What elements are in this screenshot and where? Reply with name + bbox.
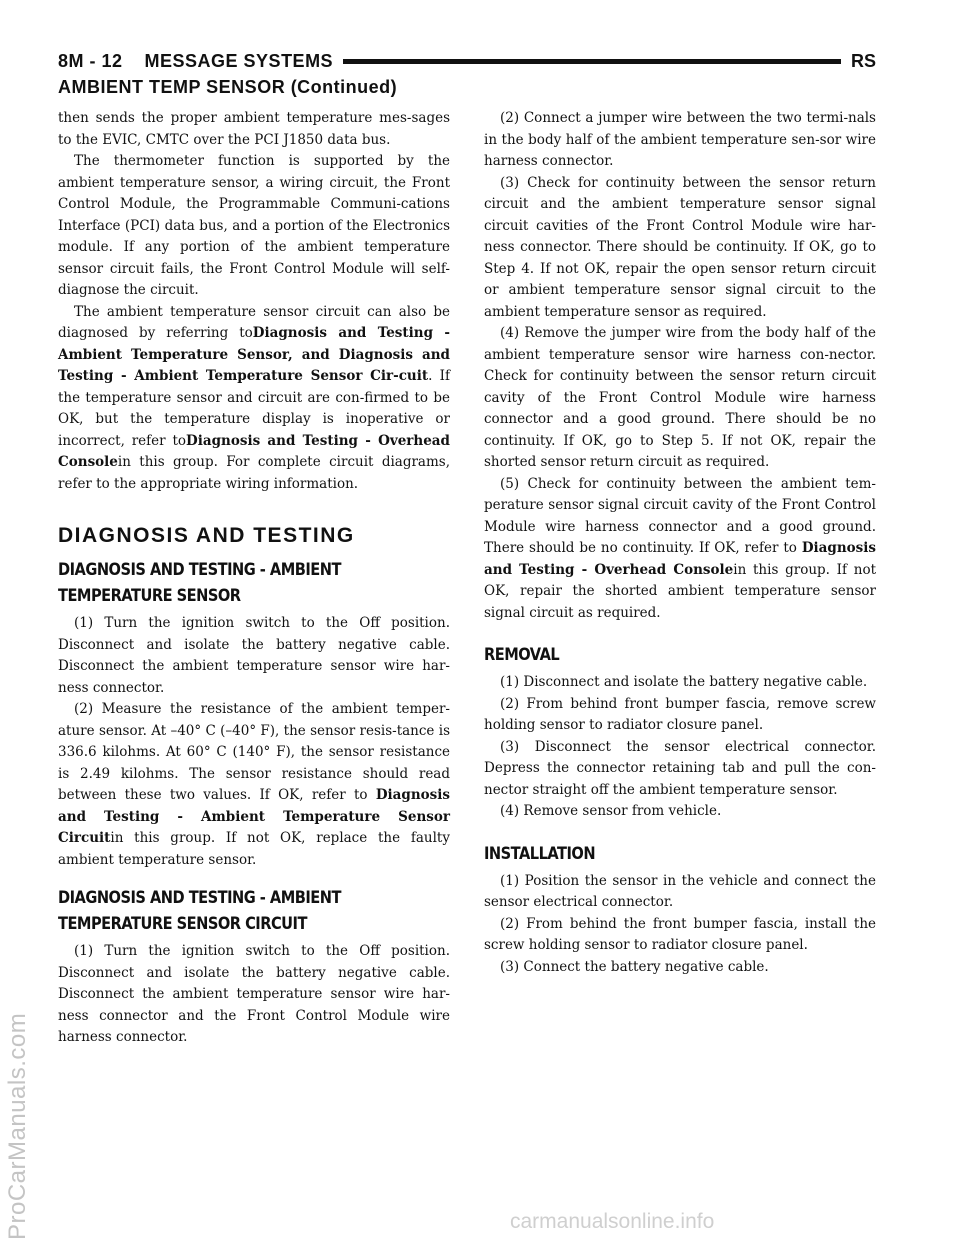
step — [484, 474, 876, 625]
header-code: RS — [841, 50, 876, 72]
subsection-heading: DIAGNOSIS AND TESTING - AMBIENT TEMPERATURE SENSOR — [58, 560, 341, 606]
side-watermark: ProCarManuals.com — [4, 1012, 31, 1240]
text-run: in this group. If not OK, replace the faulty ambient temperature sensor. — [58, 830, 450, 868]
step: (1) Turn the ignition switch to the Off position. Disconnect and isolate the battery negative cable. Disconnect the ambient temperature sensor wire har-ness connector. — [58, 615, 450, 696]
step: (3) Disconnect the sensor electrical connector. Depress the connector retaining tab and pull the con-nector straight off the ambient temperature sensor. — [484, 738, 876, 798]
cross-reference: Diagnosis and Testing - Overhead Console — [484, 540, 876, 578]
header-section-title: 8M - 12 MESSAGE SYSTEMS — [58, 50, 343, 72]
text-run: (5) Check for continuity between the ambient tem-perature sensor signal circuit cavity of the Front Control Module wire harness connector and a good ground. There should be no continuity. If OK, refer to — [484, 475, 876, 556]
page-header — [58, 50, 876, 76]
section-heading: DIAGNOSIS AND TESTING — [58, 524, 355, 547]
footer-watermark: carmanualsonline.info — [510, 1210, 715, 1233]
step: (2) From behind the front bumper fascia, install the screw holding sensor to radiator closure panel. — [484, 915, 876, 953]
paragraph: The thermometer function is supported by the ambient temperature sensor, a wiring circuit, the Front Control Module, the Programmable Communi-cations Interface (PCI) data bus, and a portion of the Electronics module. If any portion of the ambient temperature sensor circuit fails, the Front Control Module will self-diagnose the circuit. — [58, 153, 450, 298]
step: (1) Disconnect and isolate the battery negative cable. — [500, 674, 868, 690]
text-run: . If the temperature sensor and circuit are con-firmed to be OK, but the temperature display is inoperative or incorrect, refer to — [58, 368, 450, 449]
cross-reference: Diagnosis and Testing - Ambient Temperature Sensor Circuit — [58, 787, 451, 846]
step — [58, 699, 450, 871]
step: (1) Turn the ignition switch to the Off position. Disconnect and isolate the battery negative cable. Disconnect the ambient temperature sensor wire har-ness connector and the Front Control Module wire harness connector. — [58, 943, 450, 1045]
continued-heading: AMBIENT TEMP SENSOR (Continued) — [58, 77, 398, 97]
step: (3) Connect the battery negative cable. — [500, 958, 769, 975]
paragraph: then sends the proper ambient temperature mes-sages to the EVIC, CMTC over the PCI J1850 data bus. — [58, 110, 450, 148]
step: (4) Remove the jumper wire from the body half of the ambient temperature sensor wire harness con-nector. Check for continuity between the sensor return circuit cavity of the Front Control Module wire harness connector and a good ground. There should be no continuity. If OK, go to Step 5. If not OK, repair the shorted sensor return circuit as required. — [484, 325, 876, 470]
text-run: in this group. For complete circuit diagrams, refer to the appropriate wiring information. — [58, 454, 450, 492]
subsection-heading: INSTALLATION — [484, 843, 596, 864]
right-column — [484, 108, 876, 978]
cross-reference: Diagnosis and Testing - Overhead Console — [58, 432, 450, 470]
subsection-heading: DIAGNOSIS AND TESTING - AMBIENT TEMPERATURE SENSOR CIRCUIT — [58, 888, 341, 934]
step: (1) Position the sensor in the vehicle and connect the sensor electrical connector. — [484, 872, 876, 910]
text-run: The ambient temperature sensor circuit can also be diagnosed by referring to — [58, 303, 450, 341]
step: (2) From behind front bumper fascia, remove screw holding sensor to radiator closure panel. — [484, 695, 876, 733]
left-column — [58, 108, 450, 1049]
step: (3) Check for continuity between the sensor return circuit and the ambient temperature sensor signal circuit cavities of the Front Control Module wire har-ness connector. There should be continuity. If OK, go to Step 4. If not OK, repair the open sensor return circuit or ambient temperature sensor signal circuit to the ambient temperature sensor as required. — [484, 174, 876, 320]
subsection-heading: REMOVAL — [484, 645, 560, 665]
cross-reference: Diagnosis and Testing - Ambient Temperature Sensor, and Diagnosis and Testing - Ambient Temperature Sensor Cir-cuit — [58, 325, 450, 384]
paragraph — [58, 302, 450, 496]
step: (4) Remove sensor from vehicle. — [500, 803, 722, 819]
step: (2) Connect a jumper wire between the two termi-nals in the body half of the ambient temperature sen-sor wire harness connector. — [484, 110, 876, 169]
text-run: in this group. If not OK, repair the shorted ambient temperature sensor signal circuit as required. — [484, 561, 876, 621]
text-run: (2) Measure the resistance of the ambient temper-ature sensor. At –40° C (–40° F), the sensor resis-tance is 336.6 kilohms. At 60° C (140° F), the sensor resistance is 2.49 kilohms. The sensor resistance should read between these two values. If OK, refer to — [58, 701, 450, 803]
